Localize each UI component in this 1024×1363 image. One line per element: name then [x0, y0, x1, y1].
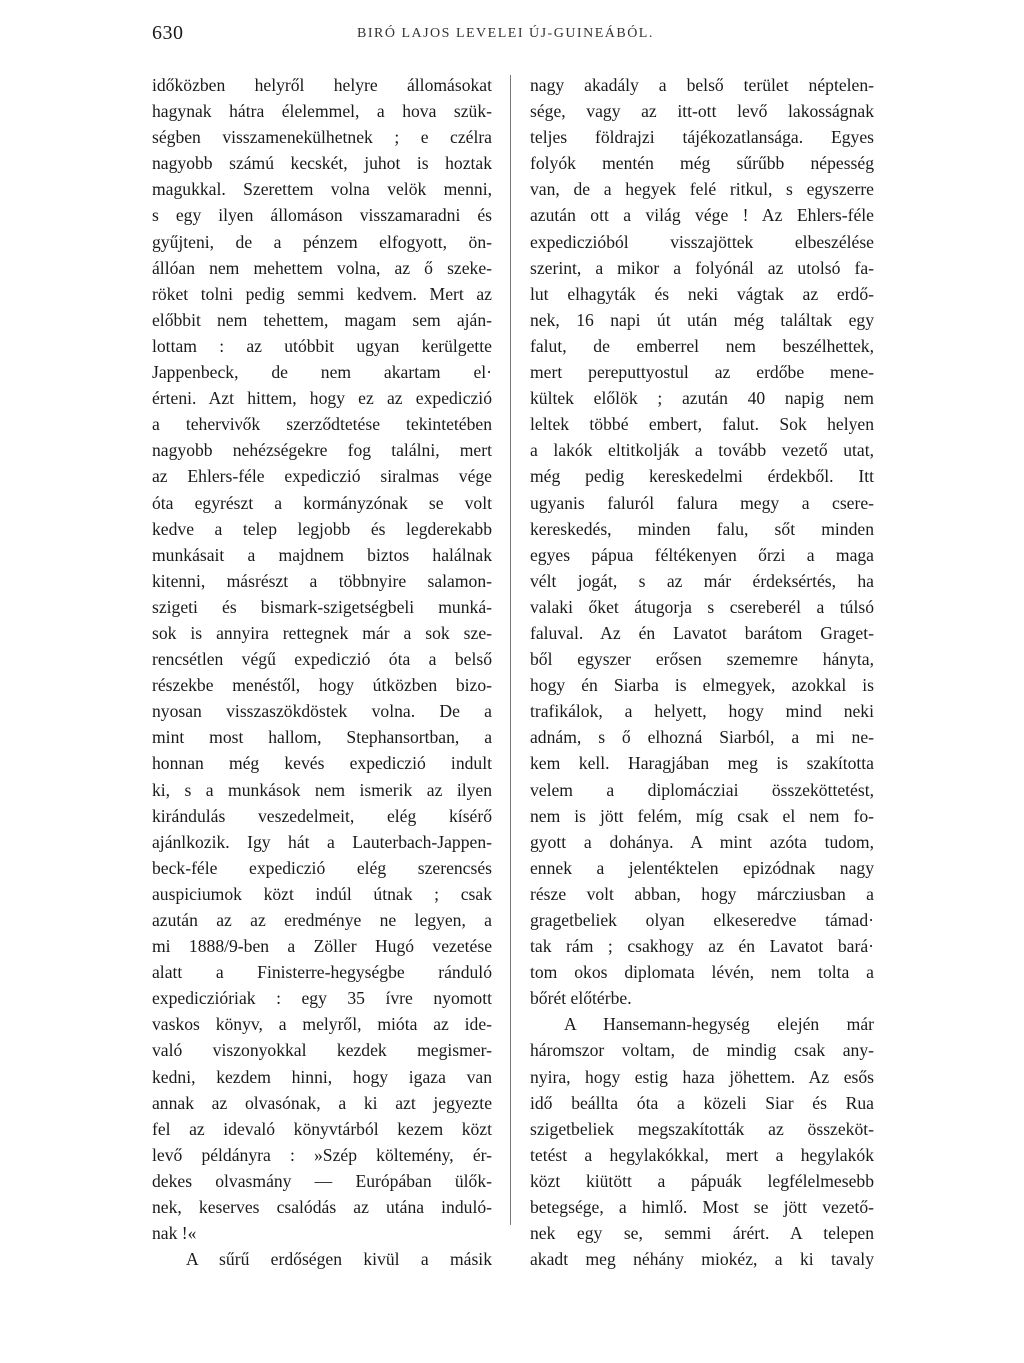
text-line: való viszonyokkal kezdek megismer-	[152, 1040, 492, 1061]
text-line: A Hansemann-hegység elején már	[564, 1014, 874, 1035]
text-line: lottam : az utóbbit ugyan kerülgette	[152, 335, 492, 356]
text-line: kem kell. Haragjában meg is szakította	[530, 753, 874, 774]
text-line: kültek előlök ; azután 40 napig nem	[530, 388, 874, 409]
column-divider	[510, 75, 511, 1225]
text-line: nagyobb nehézségekre fog találni, mert	[152, 440, 492, 461]
text-line: idő beállta óta a közeli Siar és Rua	[530, 1092, 874, 1113]
text-line: tak rám ; csakhogy az én Lavatot bará·	[530, 936, 874, 957]
text-line: expediczióból visszajöttek elbeszélése	[530, 231, 874, 252]
text-line: részekbe menéstől, hogy útközben bizo-	[152, 675, 492, 696]
text-line: kereskedés, minden falu, sőt minden	[530, 518, 874, 539]
text-line: kedni, kezdem hinni, hogy igaza van	[152, 1066, 492, 1087]
text-line: fel az idevaló könyvtárból kezem közt	[152, 1118, 492, 1139]
text-line: gyűjteni, de a pénzem elfogyott, ön-	[152, 231, 492, 252]
text-line: tetést a hegylakókkal, mert a hegylakók	[530, 1144, 874, 1165]
page-header	[152, 22, 877, 52]
text-line: időközben helyről helyre állomásokat	[152, 75, 492, 95]
text-line: ugyanis faluról falura megy a csere-	[530, 492, 874, 513]
text-line: beck-féle expediczió elég szerencsés	[152, 857, 492, 878]
page-number: 630	[152, 22, 184, 44]
text-line: egyes pápua féltékenyen őrzi a maga	[530, 544, 874, 565]
text-line: gragetbeliek olyan elkeseredve támad·	[530, 910, 874, 930]
text-line: honnan még kevés expediczió indult	[152, 753, 492, 774]
text-line: teljes földrajzi tájékozatlansága. Egyes	[530, 127, 874, 148]
text-line: ségben visszamenekülhetnek ; e czélra	[152, 127, 492, 148]
text-line: levő példányra : »Szép költemény, ér-	[152, 1144, 492, 1165]
text-line: nek, 16 napi út után még találtak egy	[530, 309, 874, 330]
text-line: falut, de emberrel nem beszélhettek,	[530, 335, 874, 356]
text-line: faluval. Az én Lavatot barátom Graget-	[530, 622, 874, 643]
text-line: folyók mentén még sűrűbb népesség	[530, 153, 874, 174]
text-line: lut elhagyták és neki vágtak az erdő-	[530, 283, 874, 304]
text-line: Jappenbeck, de nem akartam el·	[152, 362, 492, 383]
text-line: tom okos diplomata lévén, nem tolta a	[530, 962, 874, 983]
text-line: vélt jogát, s az már érdeksértés, ha	[530, 570, 874, 591]
text-line: szigetbeliek megszakították az összeköt-	[530, 1118, 874, 1139]
text-line: akadt meg néhány miokéz, a ki tavaly	[530, 1249, 874, 1270]
text-line: nek, keserves csalódás az utána induló-	[152, 1197, 492, 1218]
text-line: azután ott a világ vége ! Az Ehlers-féle	[530, 205, 874, 226]
text-line: A sűrű erdőségen kivül a másik	[186, 1249, 492, 1270]
text-line: ennek a jelentéktelen epizódnak nagy	[530, 857, 874, 878]
text-line: közt kiütött a pápuák legfélelmesebb	[530, 1170, 874, 1191]
text-line: ki, s a munkások nem ismerik az ilyen	[152, 779, 492, 800]
text-line: szigeti és bismark-szigetségbeli munká-	[152, 596, 492, 617]
text-line: magukkal. Szerettem volna velök menni,	[152, 179, 492, 200]
text-line: sok is annyira rettegnek már a sok sze-	[152, 622, 492, 643]
text-line: kedve a telep legjobb és legderekabb	[152, 518, 492, 539]
text-line: hagynak hátra élelemmel, a hova szük-	[152, 101, 492, 122]
right-column	[530, 72, 874, 1272]
running-title: BIRÓ LAJOS LEVELEI ÚJ-GUINEÁBÓL.	[357, 26, 654, 41]
text-line: óta egyrészt a kormányzónak se volt	[152, 492, 492, 513]
text-line: a teherviνők szerződtetése tekintetében	[152, 414, 492, 435]
text-line: az Ehlers-féle expediczió siralmas vége	[152, 466, 492, 487]
text-line: része volt abban, hogy márcziusban a	[530, 883, 874, 904]
text-line: trafikálok, a helyett, hogy mind neki	[530, 701, 874, 722]
text-line: kitenni, másrészt a többnyire salamon-	[152, 570, 492, 591]
text-line: a lakók eltitkolják a tovább vezető utat,	[530, 440, 874, 461]
text-line: nem is jött felém, míg csak el nem fo-	[530, 805, 874, 826]
text-line: szerint, a mikor a folyónál az utolsó fa-	[530, 257, 874, 278]
text-line: még pedig kereskedelmi érdekből. Itt	[530, 466, 874, 487]
text-line: azután az az eredménye ne legyen, a	[152, 910, 492, 930]
text-line: alatt a Finisterre-hegységbe ránduló	[152, 962, 492, 983]
text-line: valaki őket átugorja s csereberél a túlsó	[530, 596, 874, 617]
text-line: auspiciumok közt indúl útnak ; csak	[152, 883, 492, 904]
text-line: nak !«	[152, 1223, 197, 1244]
text-line: expediczióriak : egy 35 ívre nyomott	[152, 988, 492, 1009]
text-line: gyott a dohánya. A mint azóta tudom,	[530, 831, 874, 852]
text-line: bőrét előtérbe.	[530, 988, 632, 1009]
text-line: sége, vagy az itt-ott levő lakosságnak	[530, 101, 874, 122]
text-line: mi 1888/9-ben a Zöller Hugó vezetése	[152, 936, 492, 957]
text-line: rencsétlen végű expediczió óta a belső	[152, 649, 492, 670]
text-line: s egy ilyen állomáson visszamaradni és	[152, 205, 492, 226]
text-line: nyira, hogy estig haza jöhettem. Az esős	[530, 1066, 874, 1087]
text-line: munkásait a majdnem biztos halálnak	[152, 544, 492, 565]
text-line: nek egy se, semmi árért. A telepen	[530, 1223, 874, 1244]
text-line: vaskos könyv, a melyről, mióta az ide-	[152, 1014, 492, 1035]
text-line: mint most hallom, Stephansortban, a	[152, 727, 492, 748]
left-column	[152, 72, 492, 1272]
text-line: nagy akadály a belső terület néptelen-	[530, 75, 874, 95]
text-line: röket tolni pedig semmi kedvem. Mert az	[152, 283, 492, 304]
text-line: hogy én Siarba is elmegyek, azokkal is	[530, 675, 874, 696]
text-line: nagyobb számú kecskét, juhot is hoztak	[152, 153, 492, 174]
text-line: velem a diplomácziai összeköttetést,	[530, 779, 874, 800]
text-line: ből egyszer erősen szememre hányta,	[530, 649, 874, 670]
text-line: előbbit nem tehettem, magam sem aján-	[152, 309, 492, 330]
text-line: kirándulás veszedelmeit, elég kísérő	[152, 805, 492, 826]
text-line: érteni. Azt hittem, hogy ez az expediczió	[152, 388, 492, 409]
text-line: dekes olvasmány — Európában ülők-	[152, 1170, 492, 1191]
text-line: adnám, s ő elhozná Siarból, a mi ne-	[530, 727, 874, 748]
text-line: mert pereputtyostul az erdőbe mene-	[530, 362, 874, 383]
text-line: háromszor voltam, de mindig csak any-	[530, 1040, 874, 1061]
text-line: állóan nem mehettem volna, az ő szeke-	[152, 257, 492, 278]
text-line: van, de a hegyek felé ritkul, s egyszerre	[530, 179, 874, 200]
text-line: leltek többé embert, falut. Sok helyen	[530, 414, 874, 435]
text-line: betegsége, a himlő. Most se jött vezető-	[530, 1197, 874, 1218]
text-line: ajánlkozik. Igy hát a Lauterbach-Jappen-	[152, 831, 492, 852]
text-line: nyosan visszaszökdöstek volna. De a	[152, 701, 492, 722]
text-line: annak az olvasónak, a ki azt jegyezte	[152, 1092, 492, 1113]
